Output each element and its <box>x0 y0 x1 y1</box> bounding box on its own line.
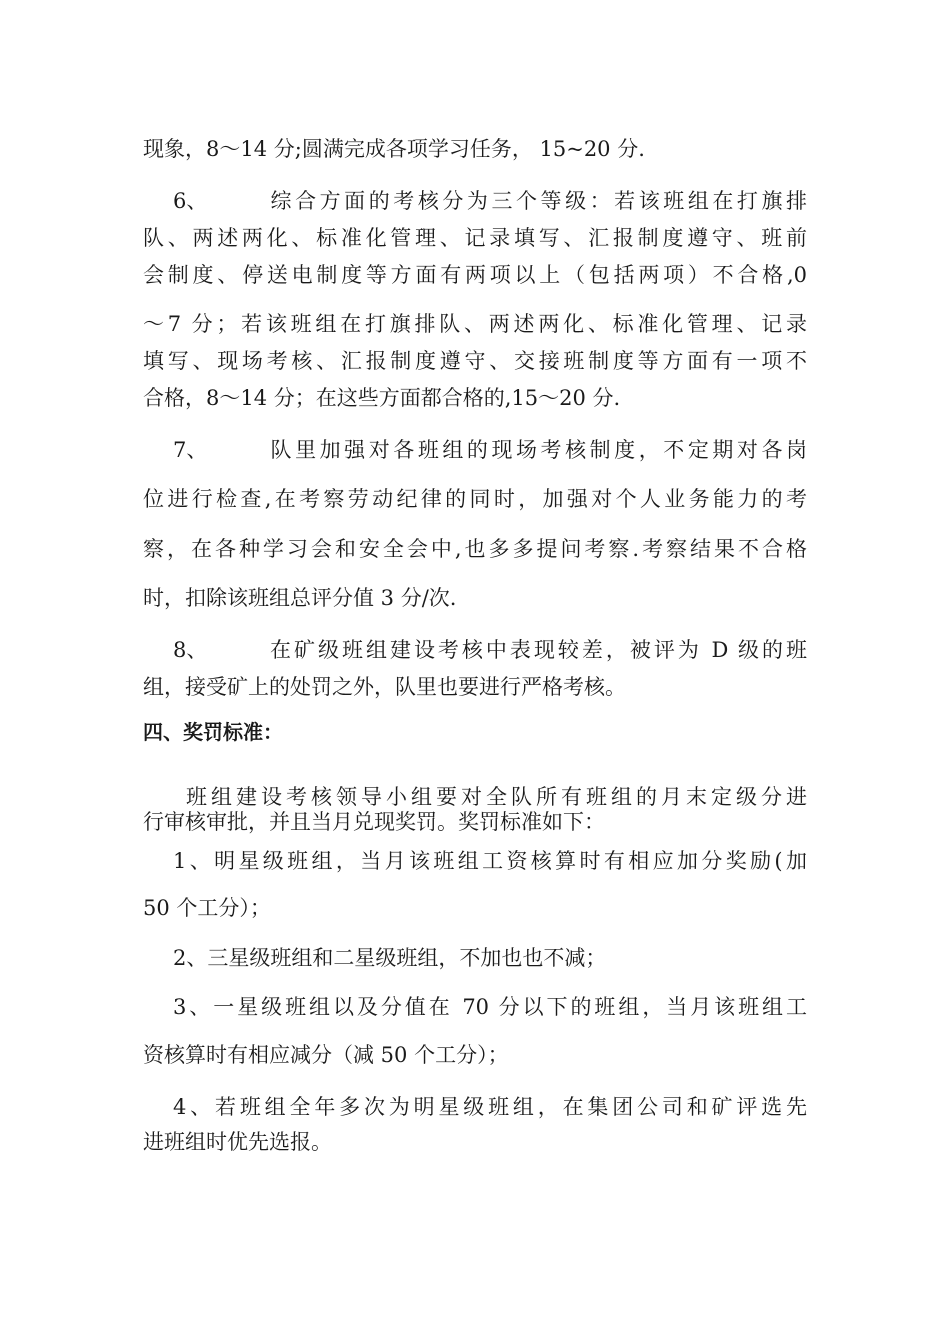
item-7-line-4: 时，扣除该班组总评分值 3 分/次. <box>143 586 457 610</box>
item-8-line-2: 组，接受矿上的处罚之外，队里也要进行严格考核。 <box>143 675 626 699</box>
item-7-text: 队里加强对各班组的现场考核制度，不定期对各岗 <box>267 438 807 462</box>
section-4-intro-line-2: 行审核审批，并且当月兑现奖罚。奖罚标准如下： <box>143 810 605 834</box>
item-6-line-6: 合格，8～14 分；在这些方面都合格的,15～20 分. <box>143 386 621 410</box>
reward-item-4-line-2: 进班组时优先选报。 <box>143 1130 332 1154</box>
reward-item-3-line-2: 资核算时有相应减分（减 50 个工分）； <box>143 1043 509 1067</box>
item-7-first-line <box>143 436 807 464</box>
item-7-number: 7、 <box>173 438 208 462</box>
item-7-line-3: 察，在各种学习会和安全会中,也多多提问考察.考察结果不合格 <box>143 537 807 561</box>
reward-item-2: 2、三星级班组和二星级班组，不加也也不减； <box>173 946 607 970</box>
item-6-number: 6、 <box>173 189 208 213</box>
item-6-first-line <box>143 187 807 215</box>
item-8-first-line <box>143 636 807 664</box>
item-8-text: 在矿级班组建设考核中表现较差，被评为 D 级的班 <box>267 638 807 662</box>
item-8-number: 8、 <box>173 638 208 662</box>
item-6-line-3: 会制度、停送电制度等方面有两项以上（包括两项）不合格,0 <box>143 263 807 287</box>
section-4-heading: 四、奖罚标准： <box>143 720 283 744</box>
reward-item-4-line-1: 4、若班组全年多次为明星级班组，在集团公司和矿评选先 <box>173 1095 807 1119</box>
paragraph-5-tail: 现象，8～14 分;圆满完成各项学习任务， 15~20 分. <box>143 137 645 161</box>
item-6-line-4: ～7 分；若该班组在打旗排队、两述两化、标准化管理、记录 <box>143 312 807 336</box>
reward-item-1-line-2: 50 个工分）； <box>143 896 271 920</box>
reward-item-3-line-1: 3、一星级班组以及分值在 70 分以下的班组，当月该班组工 <box>173 995 807 1019</box>
section-4-intro-line-1: 班组建设考核领导小组要对全队所有班组的月末定级分进 <box>186 785 807 809</box>
item-6-line-2: 队、两述两化、标准化管理、记录填写、汇报制度遵守、班前 <box>143 226 807 250</box>
item-6-text: 综合方面的考核分为三个等级：若该班组在打旗排 <box>267 189 807 213</box>
item-6-line-5: 填写、现场考核、汇报制度遵守、交接班制度等方面有一项不 <box>143 349 807 373</box>
reward-item-1-line-1: 1、明星级班组，当月该班组工资核算时有相应加分奖励(加 <box>173 849 807 873</box>
item-7-line-2: 位进行检查,在考察劳动纪律的同时，加强对个人业务能力的考 <box>143 487 807 511</box>
